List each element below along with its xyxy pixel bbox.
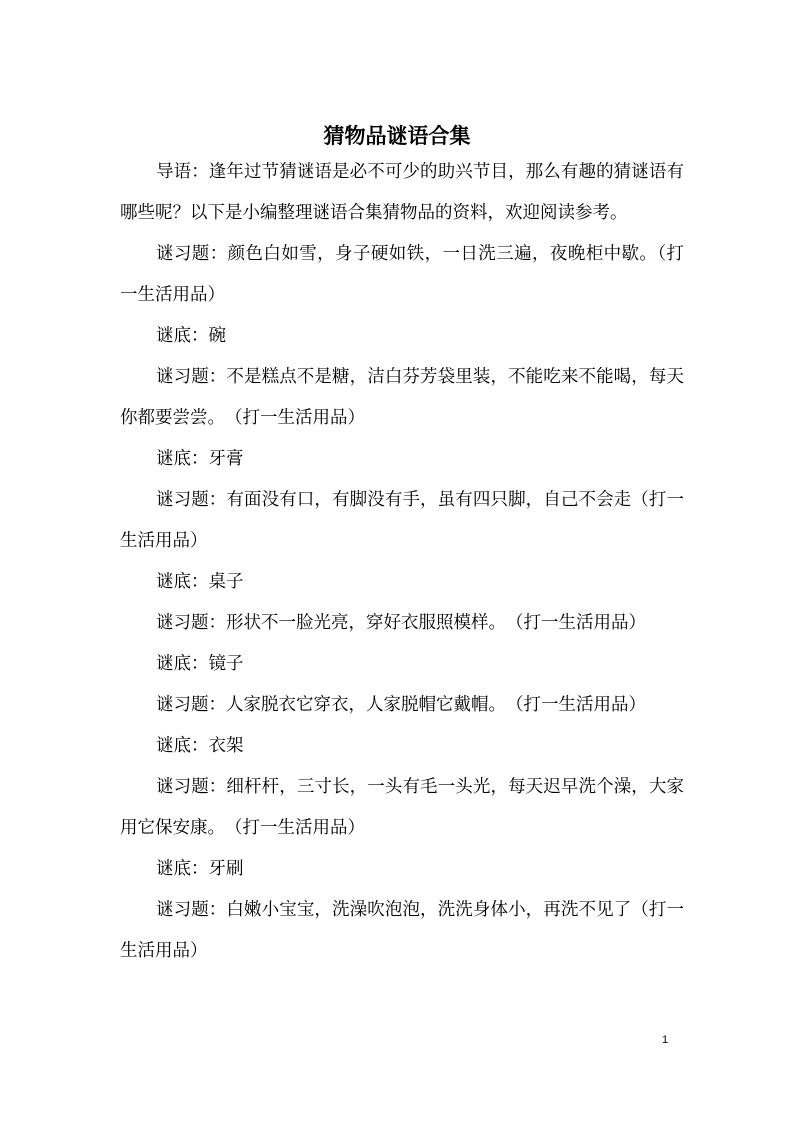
page-number: 1 xyxy=(662,1034,669,1046)
riddle-answer-4: 谜底：镜子 xyxy=(156,654,244,674)
document-title: 猜物品谜语合集 xyxy=(323,123,471,148)
riddle-question-6: 谜习题：细杆杆，三寸长，一头有毛一头光，每天迟早洗个澡，大家用它保安康。 （打一生活用品） xyxy=(120,777,684,838)
riddle-question-1: 谜习题：颜色白如雪，身子硬如铁，一日洗三遍，夜晚柜中歇。（打一生活用品） xyxy=(120,244,684,305)
riddle-question-5: 谜习题：人家脱衣它穿衣，人家脱帽它戴帽。 （打一生活用品） xyxy=(156,695,646,715)
riddle-question-4: 谜习题：形状不一脸光亮，穿好衣服照模样。 （打一生活用品） xyxy=(156,613,646,633)
riddle-answer-1: 谜底：碗 xyxy=(156,326,226,346)
riddle-question-7: 谜习题：白嫩小宝宝，洗澡吹泡泡，洗洗身体小，再洗不见了（打一生活用品） xyxy=(120,900,684,961)
riddle-answer-6: 谜底：牙刷 xyxy=(156,859,244,879)
riddle-answer-2: 谜底：牙膏 xyxy=(156,449,244,469)
riddle-answer-3: 谜底：桌子 xyxy=(156,572,244,592)
document-body xyxy=(120,152,684,972)
riddle-question-2: 谜习题：不是糕点不是糖，洁白芬芳袋里装，不能吃来不能喝，每天你都要尝尝。 （打一生活用品） xyxy=(120,367,684,428)
riddle-question-3: 谜习题：有面没有口，有脚没有手，虽有四只脚，自己不会走（打一生活用品） xyxy=(120,490,684,551)
riddle-answer-5: 谜底：衣架 xyxy=(156,736,244,756)
intro-paragraph: 导语：逢年过节猜谜语是必不可少的助兴节目，那么有趣的猜谜语有哪些呢？以下是小编整理谜语合集猜物品的资料，欢迎阅读参考。 xyxy=(120,162,684,223)
